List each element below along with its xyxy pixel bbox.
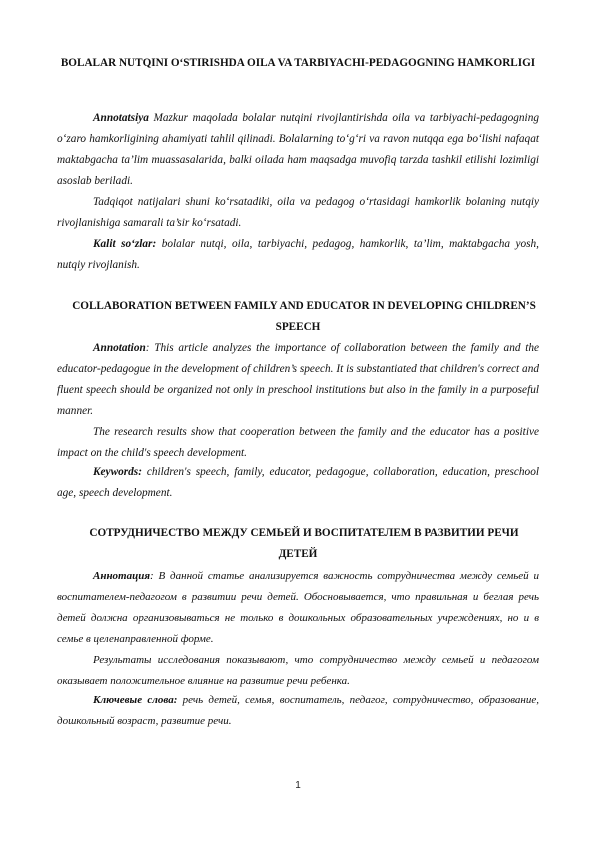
uz-results: Tadqiqot natijalari shuni ko‘rsatadiki, oila va pedagog o‘rtasidagi hamkorlik bolaning nutqiy rivojlanishiga samarali ta’sir ko‘rsatadi. [57, 196, 539, 229]
en-abstract [57, 338, 539, 422]
uz-abstract-text: Mazkur maqolada bolalar nutqini rivojlantirishda oila va tarbiyachi-pedagogning o‘zaro hamkorligining ahamiyati tahlil qilinadi. Bolalarning to‘g‘ri va ravon nutqqa ega bo‘lishi nafaqat maktabgacha ta’lim muassasalarida, balki oilada ham maqsadga muvofiq tarzda tashkil etilishi lozimligi asoslab beriladi. [57, 112, 539, 187]
ru-abstract [57, 566, 539, 650]
ru-title: СОТРУДНИЧЕСТВО МЕЖДУ СЕМЬЕЙ И ВОСПИТАТЕЛЕМ В РАЗВИТИИ РЕЧИ ДЕТЕЙ [89, 527, 519, 560]
ru-keywords [57, 690, 539, 732]
uz-keywords-text: bolalar nutqi, oila, tarbiyachi, pedagog, hamkorlik, ta’lim, maktabgacha yosh, nutqiy rivojlanish. [57, 238, 539, 271]
en-title: COLLABORATION BETWEEN FAMILY AND EDUCATOR IN DEVELOPING CHILDREN’S SPEECH [72, 300, 536, 333]
uz-title: BOLALAR NUTQINI O‘STIRISHDA OILA VA TARBIYACHI-PEDAGOGNING HAMKORLIGI [60, 57, 536, 69]
ru-abstract-text: : В данной статье анализируется важность сотрудничества между семьей и воспитателем-педагогом в развитии речи детей. Обосновывается, что правильная и беглая речь детей должна организовываться не только в дошкольных образовательных учреждениях, но и в семье в целенаправленной форме. [57, 570, 539, 645]
ru-results: Результаты исследования показывают, что сотрудничество между семьей и педагогом оказывает положительное влияние на развитие речи ребенка. [57, 654, 539, 687]
en-keywords-text: children's speech, family, educator, pedagogue, collaboration, education, preschool age, speech development. [57, 466, 539, 499]
en-keywords-label: Keywords: [93, 466, 142, 478]
ru-keywords-text: речь детей, семья, воспитатель, педагог, сотрудничество, образование, дошкольный возраст, развитие речи. [57, 694, 539, 727]
uz-abstract-label: Annotatsiya [93, 112, 149, 124]
uz-keywords-label: Kalit so‘zlar: [93, 238, 157, 250]
uz-keywords [57, 234, 539, 276]
uz-abstract [57, 108, 539, 192]
ru-abstract-label: Аннотация [93, 570, 151, 582]
en-keywords [57, 462, 539, 504]
page-number: 1 [295, 780, 301, 791]
en-abstract-text: : This article analyzes the importance of collaboration between the family and the educator-pedagogue in the development of children’s speech. It is substantiated that children's correct and fluent speech should be organized not only in preschool institutions but also in the family in a purposeful manner. [57, 342, 539, 417]
ru-keywords-label: Ключевые слова: [93, 694, 178, 706]
en-abstract-label: Annotation [93, 342, 146, 354]
en-results: The research results show that cooperation between the family and the educator has a positive impact on the child's speech development. [57, 426, 539, 459]
